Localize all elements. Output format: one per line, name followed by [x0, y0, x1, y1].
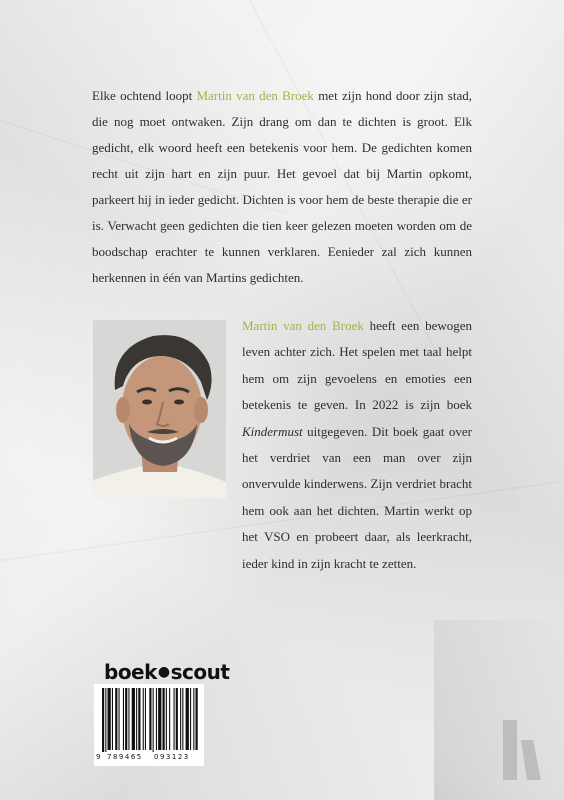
barcode-bar: [193, 688, 194, 750]
barcode-bar: [186, 688, 189, 750]
barcode-digit-first: 9: [96, 753, 101, 761]
barcode-bar: [115, 688, 117, 750]
barcode-bar: [153, 688, 154, 752]
barcode-bar: [158, 688, 161, 750]
barcode-bar: [143, 688, 144, 750]
barcode-bar: [132, 688, 135, 750]
barcode-bar: [174, 688, 175, 750]
publisher-logo: [104, 660, 229, 684]
bio-book-title: Kindermust: [242, 423, 303, 439]
barcode-bar: [163, 688, 165, 750]
intro-body: met zijn hond door zijn stad, die nog moet ontwaken. Zijn drang om dan te dichten is groot. Elk gedicht, elk woord heeft een betekenis voor hem. De gedichten komen recht uit zijn hart en zijn puur. Het gevoel dat bij Martin opkomt, parkeert hij in ieder gedicht. Dichten is voor hem de beste therapie die er is. Verwacht geen gedichten die tien keer gelezen moeten worden om de boodschap erachter te kunnen verklaren. Eenieder zal zich kunnen herkennen in één van Martins gedichten.: [92, 88, 472, 285]
barcode-bar: [180, 688, 181, 750]
barcode-bar: [108, 688, 111, 750]
barcode-bar: [136, 688, 137, 750]
barcode-bar: [112, 688, 113, 750]
barcode-bar: [196, 688, 198, 750]
barcode-bar: [123, 688, 124, 750]
intro-author-name: Martin van den Broek: [196, 88, 314, 103]
publisher-logo-part1: boek: [104, 660, 157, 684]
logo-dot-icon: ●: [157, 664, 170, 680]
barcode-bar: [176, 688, 178, 750]
barcode-bar: [145, 688, 146, 750]
publisher-mark-icon: [497, 720, 541, 780]
barcode-group2: 093123: [154, 753, 190, 761]
intro-paragraph: [92, 83, 472, 291]
barcode-bar: [105, 688, 106, 752]
barcode-bar: [125, 688, 127, 750]
barcode-bar: [156, 688, 157, 750]
barcode-bar: [190, 688, 191, 750]
author-photo: [93, 320, 226, 498]
author-portrait-image: [93, 320, 226, 498]
barcode-bar: [169, 688, 170, 750]
barcode-bar: [138, 688, 140, 750]
barcode-bars: [94, 688, 204, 752]
barcode-bar: [102, 688, 104, 752]
bio-author-name: Martin van den Broek: [242, 318, 364, 333]
barcode-bar: [128, 688, 129, 750]
intro-lead: Elke ochtend loopt: [92, 88, 197, 103]
bio-text-a: heeft een bewogen leven achter zich. Het spelen met taal helpt hem om zijn gevoelens en emoties een betekenis te geven. In 2022 is zijn boek: [242, 318, 472, 413]
bio-paragraph: [242, 313, 472, 577]
barcode-bar: [166, 688, 167, 750]
barcode-group1: 789465: [107, 753, 143, 761]
barcode-bar: [119, 688, 120, 750]
bio-text-b: uitgegeven. Dit boek gaat over het verdriet van een man over zijn onvervulde kinderwens. Zijn verdriet bracht hem ook aan het dichten. Martin werkt op het VSO en probeert daar, als leerkracht, ieder kind in zijn kracht te zetten.: [242, 423, 472, 571]
barcode-bar: [182, 688, 183, 750]
publisher-logo-part2: scout: [170, 660, 230, 684]
isbn-barcode: [94, 684, 204, 766]
barcode-bar: [149, 688, 151, 750]
